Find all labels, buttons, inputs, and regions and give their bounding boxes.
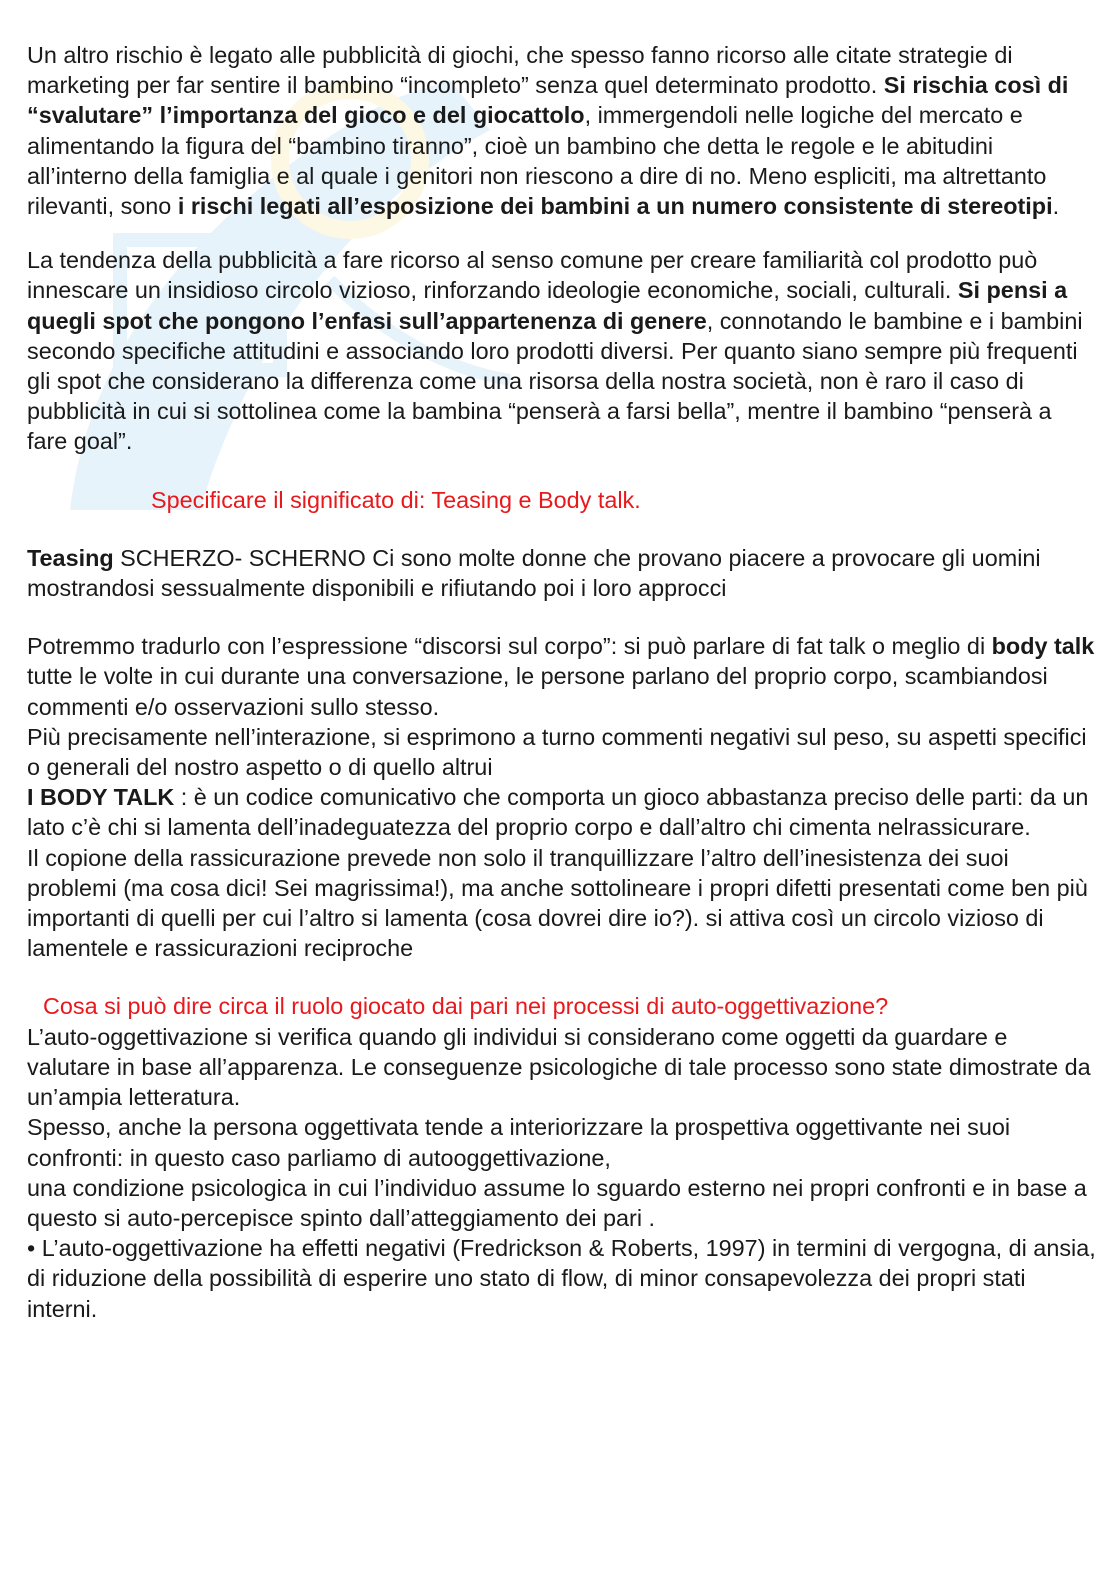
text-span: , connotando le bambine e i bambini secondo specifiche attitudini e associando loro prodotti diversi. Per quanto siano sempre più frequenti gli spot che considerano la differenza come una risorsa della nostra società, non è raro il caso di pubblicità in cui si sottolinea come la bambina “penserà a farsi bella”, mentre il bambino “penserà a fare goal”. (27, 307, 1083, 455)
bold-term: Teasing (27, 544, 114, 571)
paragraph-auto-1: L’auto-oggettivazione si verifica quando gli individui si considerano come oggetti da guardare e valutare in base all’apparenza. Le conseguenze psicologiche di tale processo sono state dimostrate da un’ampia letteratura. (27, 1023, 1091, 1111)
text-span: La tendenza della pubblicità a fare ricorso al senso comune per creare familiarità col prodotto può innescare un insidioso circolo vizioso, rinforzando ideologie economiche, sociali, culturali. (27, 247, 1038, 304)
question-auto-objectification: Cosa si può dire circa il ruolo giocato dai pari nei processi di auto-oggettivazione? (43, 993, 889, 1020)
text-span: Un altro rischio è legato alle pubblicità di giochi, che spesso fanno ricorso alle citate strategie di marketing per far sentire il bambino “incompleto” senza quel determinato prodotto. (27, 42, 1013, 99)
paragraph-bodytalk-2: Più precisamente nell’interazione, si esprimono a turno commenti negativi sul peso, su aspetti specifici o generali del nostro aspetto o di quello altrui (27, 723, 1087, 781)
paragraph-auto-3: una condizione psicologica in cui l’individuo assume lo sguardo esterno nei propri confronti e in base a questo si auto-percepisce spinto dall’atteggiamento dei pari . (27, 1174, 1087, 1231)
bold-span: I BODY TALK (27, 784, 175, 811)
document-body (27, 40, 1097, 1324)
paragraph-auto-2: Spesso, anche la persona oggettivata tende a interiorizzare la prospettiva oggettivante nei suoi confronti: in questo caso parliamo di autooggettivazione, (27, 1114, 1011, 1171)
paragraph-auto-4: • L’auto-oggettivazione ha effetti negativi (Fredrickson & Roberts, 1997) in termini di vergogna, di ansia, di riduzione della possibilità di esperire uno stato di flow, di minor consapevolezza dei propri stati interni. (27, 1235, 1096, 1322)
text-span: : è un codice comunicativo che comporta un gioco abbastanza preciso delle parti: da un lato c’è chi si lamenta dell’inadeguatezza del proprio corpo e dall’altro chi cimenta nelrassicurare. (27, 784, 1089, 841)
text-span: SCHERZO- SCHERNO Ci sono molte donne che provano piacere a provocare gli uomini mostrandosi sessualmente disponibili e rifiutando poi i loro approcci (27, 544, 1041, 602)
text-span: tutte le volte in cui durante una conversazione, le persone parlano del proprio corpo, scambiandosi commenti e/o osservazioni sullo stesso. (27, 663, 1048, 720)
question-teasing-bodytalk: Specificare il significato di: Teasing e Body talk. (151, 486, 641, 513)
paragraph-bodytalk-3 (27, 782, 1097, 842)
paragraph-teasing (27, 543, 1097, 603)
bold-span: Si rischia così di “svalutare” l’importanza del gioco e del giocattolo (27, 72, 1069, 129)
text-span: Potremmo tradurlo con l’espressione “discorsi sul corpo”: si può parlare di fat talk o meglio di (27, 633, 992, 660)
paragraph-bodytalk-1 (27, 631, 1097, 722)
paragraph-bodytalk-4: Il copione della rassicurazione prevede non solo il tranquillizzare l’altro dell’inesistenza dei suoi problemi (ma cosa dici! Sei magrissima!), ma anche sottolineare i propri difetti presentati come ben più importanti di quelli per cui l’altro si lamenta (cosa dovrei dire io?). si attiva così un circolo vizioso di lamentele e rassicurazioni reciproche (27, 844, 1088, 962)
text-span: , immergendoli nelle logiche del mercato e alimentando la figura del “bambino tiranno”, cioè un bambino che detta le regole e le abitudini all’interno della famiglia e al quale i genitori non riescono a dire di no. Meno espliciti, ma altrettanto rilevanti, sono (27, 102, 1047, 220)
bold-span: body talk (991, 633, 1095, 660)
paragraph-advertising-risks (27, 40, 1097, 221)
paragraph-stereotypes (27, 245, 1097, 456)
bold-span: i rischi legati all’esposizione dei bambini a un numero consistente di stereotipi (177, 193, 1053, 220)
bold-span: Si pensi a quegli spot che pongono l’enfasi sull’appartenenza di genere (27, 277, 1068, 334)
text-span: . (1052, 193, 1060, 220)
